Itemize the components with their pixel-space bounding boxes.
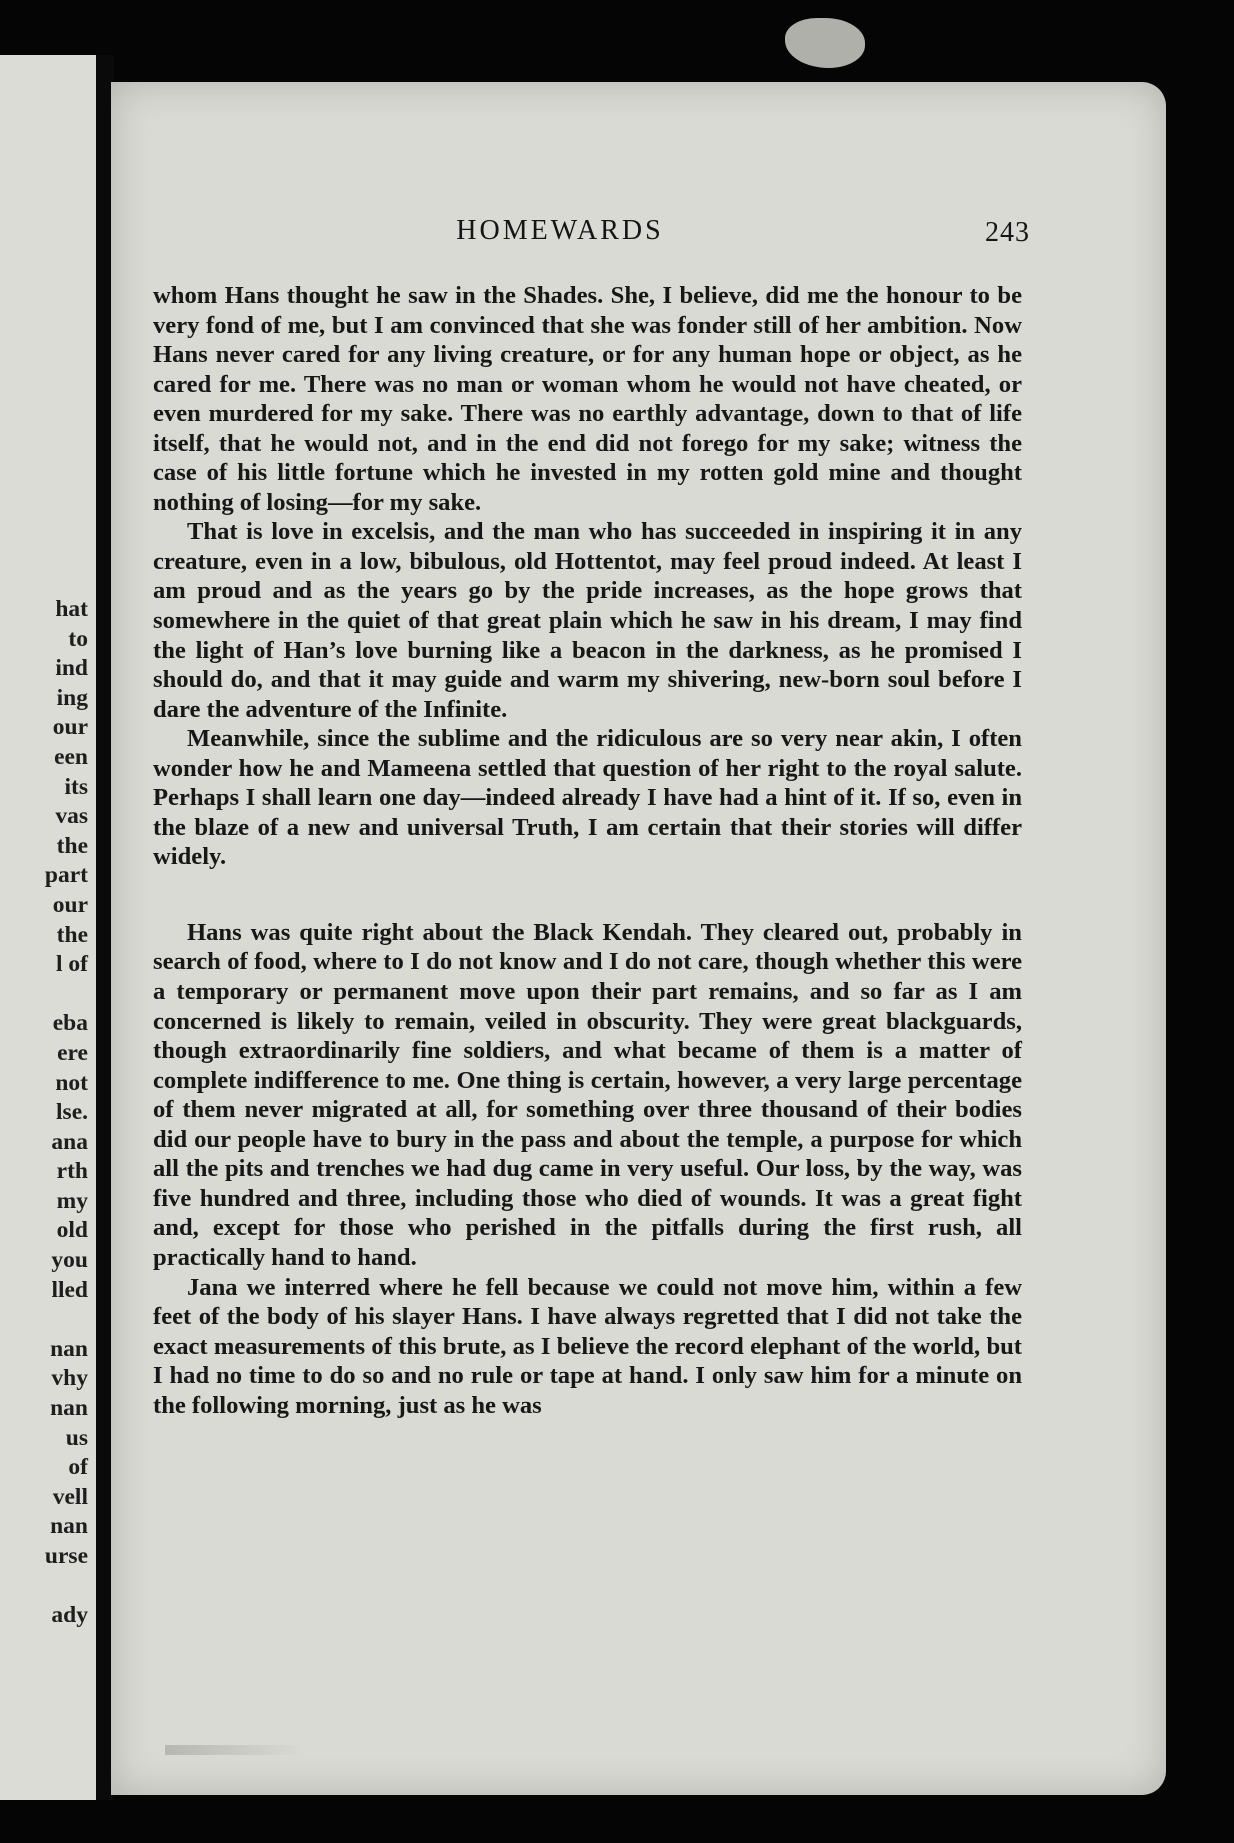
- previous-page-fragment: ana: [51, 1128, 88, 1155]
- previous-page-fragments: [45, 595, 88, 1631]
- previous-page-fragment: vas: [55, 803, 88, 830]
- previous-page-fragment: of: [68, 1454, 88, 1481]
- previous-page-fragment: nan: [50, 1513, 88, 1540]
- previous-page-fragment: its: [64, 773, 88, 800]
- page-body: [153, 281, 1022, 1420]
- previous-page-fragment: you: [51, 1247, 88, 1274]
- previous-page-edge: [0, 55, 96, 1800]
- section-break: [153, 872, 1022, 918]
- previous-page-fragment: our: [52, 714, 88, 741]
- previous-page-fragment: nan: [50, 1395, 88, 1422]
- running-head: HOMEWARDS: [456, 215, 664, 246]
- previous-page-fragment: ind: [55, 655, 88, 682]
- previous-page-fragment: l of: [56, 951, 88, 978]
- paragraph: whom Hans thought he saw in the Shades. She, I believe, did me the honour to be very fond of me, but I am convinced that she was fonder still of her ambition. Now Hans never cared for any living creature, or for any human hope or object, as he cared for me. There was no man or woman whom he would not have cheated, or even murdered for my sake. There was no earthly advantage, down to that of life itself, that he would not, and in the end did not forego for my sake; witness the case of his little fortune which he invested in my rotten gold mine and thought nothing of losing—for my sake.: [153, 282, 1022, 516]
- previous-page-fragment: een: [54, 743, 88, 770]
- previous-page-fragment: urse: [44, 1543, 88, 1569]
- previous-page-fragment: [45, 1305, 88, 1335]
- previous-page-fragment: lse.: [56, 1099, 88, 1126]
- page-number: 243: [985, 217, 1030, 248]
- previous-page-fragment: us: [65, 1424, 88, 1451]
- previous-page-fragment: our: [52, 891, 88, 918]
- previous-page-fragment: [45, 1572, 88, 1602]
- previous-page-fragment: the: [56, 921, 88, 948]
- previous-page-fragment: vell: [52, 1483, 88, 1510]
- paragraph: Jana we interred where he fell because we could not move him, within a few feet of the body of his slayer Hans. I have always regretted that I did not take the exact measurements of this brute, as I believe the record elephant of the world, but I had no time to do so and no rule or tape at hand. I only saw him for a minute on the following morning, just as he was: [153, 1273, 1022, 1419]
- previous-page-fragment: part: [44, 862, 88, 889]
- previous-page-fragment: hat: [55, 596, 88, 622]
- paragraph: Hans was quite right about the Black Kendah. They cleared out, probably in search of food, where to I do not know and I do not care, though whether this were a temporary or permanent move upon their part remains, and so far as I am concerned is likely to remain, veiled in obscurity. They were great blackguards, though extraordinarily fine soldiers, and what became of them is a matter of complete indifference to me. One thing is certain, however, a very large percentage of them never migrated at all, for something over three thousand of their bodies did our people have to bury in the pass and about the temple, a purpose for which all the pits and trenches we had dug came in very useful. Our loss, by the way, was five hundred and three, including those who died of wounds. It was a great fight and, except for those who perished in the pitfalls during the first rush, all practically hand to hand.: [153, 918, 1022, 1271]
- previous-page-fragment: lled: [51, 1276, 88, 1303]
- previous-page-fragment: ere: [57, 1039, 88, 1066]
- paragraph: That is love in excelsis, and the man who has succeeded in inspiring it in any creature, even in a low, bibulous, old Hottentot, may feel proud indeed. At least I am proud and as the years go by the pride increases, as the hope grows that somewhere in the quiet of that great plain which he saw in his dream, I may find the light of Han’s love burning like a beacon in the darkness, as he promised I should do, and that it may guide and warm my shivering, new-born soul before I dare the adventure of the Infinite.: [153, 518, 1022, 723]
- previous-page-fragment: not: [55, 1069, 88, 1096]
- previous-page-fragment: ing: [56, 684, 88, 711]
- previous-page-fragment: old: [56, 1217, 88, 1244]
- previous-page-fragment: [45, 980, 88, 1010]
- previous-page-fragment: my: [56, 1187, 88, 1214]
- previous-page-fragment: to: [68, 625, 88, 652]
- paragraph: Meanwhile, since the sublime and the ridiculous are so very near akin, I often wonder how he and Mameena settled that question of her right to the royal salute. Perhaps I shall learn one day—indeed already I have had a hint of it. If so, even in the blaze of a new and universal Truth, I am certain that their stories will differ widely.: [153, 725, 1022, 871]
- previous-page-fragment: nan: [50, 1335, 88, 1362]
- previous-page-fragment: the: [56, 832, 88, 859]
- previous-page-fragment: vhy: [51, 1365, 88, 1392]
- previous-page-fragment: eba: [52, 1010, 88, 1037]
- previous-page-fragment: rth: [56, 1158, 88, 1185]
- previous-page-fragment: ady: [51, 1602, 88, 1629]
- scan-smudge: [165, 1745, 305, 1755]
